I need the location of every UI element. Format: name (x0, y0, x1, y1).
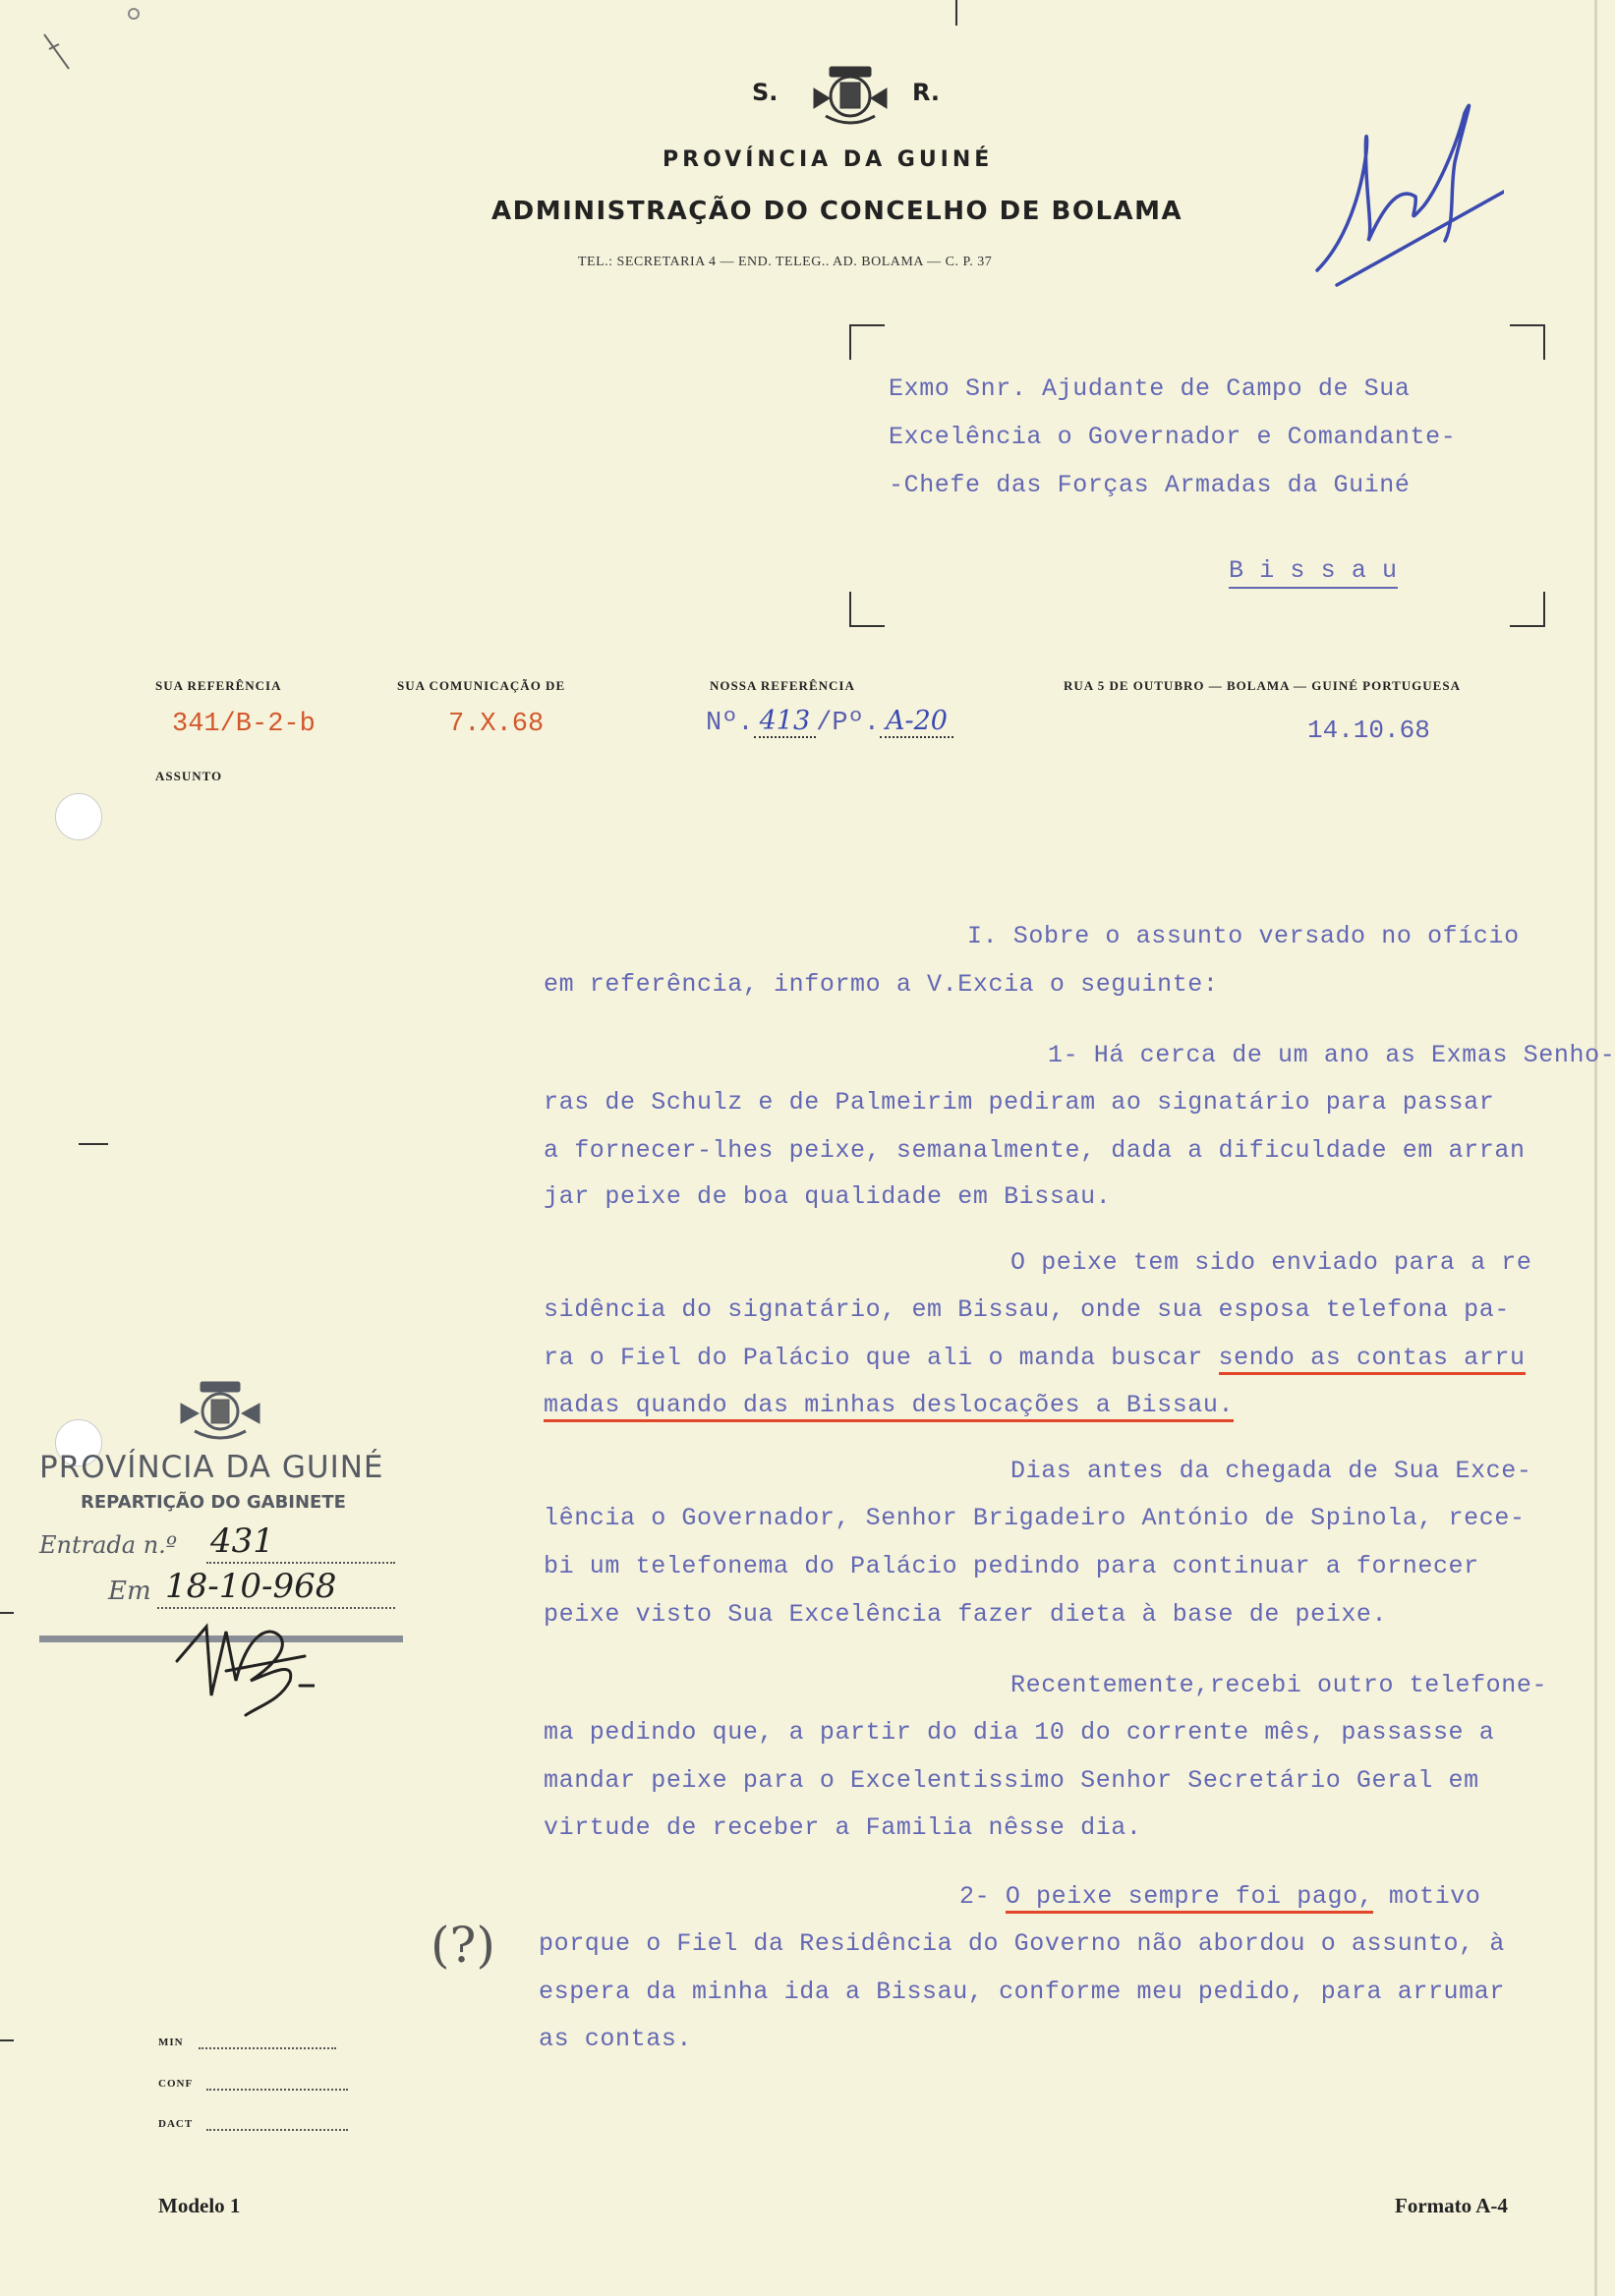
corner-scratch-mark (39, 29, 79, 79)
edge-mark-2 (0, 2039, 14, 2041)
bracket-tr-v (1543, 324, 1545, 360)
header-contacts: TEL.: SECRETARIA 4 — END. TELEG.. AD. BOLAMA — C. P. 37 (578, 255, 993, 269)
bracket-tl-v (849, 324, 851, 360)
footer-modelo: Modelo 1 (158, 2194, 241, 2217)
body-p3-line-1: O peixe tem sido enviado para a re (1010, 1248, 1532, 1277)
footer-formato: Formato A-4 (1395, 2194, 1508, 2217)
top-tick (955, 0, 957, 26)
stamp-entrada-line (206, 1561, 395, 1564)
stamp-em-value: 18-10-968 (165, 1567, 337, 1606)
body-p5-line-2: ma pedindo que, a partir do dia 10 do corrente mês, passasse a (544, 1718, 1495, 1747)
body-p6-line-4: as contas. (539, 2025, 693, 2053)
footer-conf-label: CONF (158, 2078, 194, 2090)
body-p1-line-2: em referência, informo a V.Excia o seguinte: (544, 970, 1219, 999)
bracket-tr-h (1510, 324, 1545, 326)
body-p2-line-3: a fornecer-lhes peixe, semanalmente, dada a dificuldade em arran (544, 1136, 1526, 1165)
body-p6-line-1b-underlined: O peixe sempre foi pago, (1006, 1882, 1373, 1914)
body-p6-line-1c: motivo (1373, 1882, 1481, 1911)
body-p4-line-1: Dias antes da chegada de Sua Exce- (1010, 1457, 1532, 1485)
body-p5-line-3: mandar peixe para o Excelentissimo Senhor Secretário Geral em (544, 1766, 1479, 1795)
nossa-n-prefix: Nº. (706, 709, 754, 738)
nossa-referencia-value (706, 706, 953, 738)
stamp-department: REPARTIÇÃO DO GABINETE (81, 1492, 346, 1513)
stamp-entrada-value: 431 (210, 1521, 274, 1561)
footer-dact-line (206, 2129, 348, 2131)
right-edge-shadow (1594, 0, 1597, 2296)
fold-mark (79, 1143, 108, 1145)
body-p3-line-3b-underlined: sendo as contas arru (1219, 1344, 1526, 1375)
body-p3-line-3a: ra o Fiel do Palácio que ali o manda buscar (544, 1344, 1219, 1372)
body-p2-line-4: jar peixe de boa qualidade em Bissau. (544, 1182, 1112, 1211)
bracket-br-h (1510, 625, 1545, 627)
body-p6-line-2: porque o Fiel da Residência do Governo não abordou o assunto, à (539, 1929, 1505, 1958)
body-p4-line-3: bi um telefonema do Palácio pedindo para continuar a fornecer (544, 1552, 1479, 1580)
addressee-city: B i s s a u (1229, 556, 1398, 589)
bracket-bl-v (849, 592, 851, 627)
margin-question-note: (?) (431, 1917, 495, 1974)
body-p6-line-1 (959, 1882, 1481, 1911)
addressee-line-3: -Chefe das Forças Armadas da Guiné (889, 471, 1411, 499)
footer-dact-label: DACT (158, 2118, 194, 2130)
stamp-em-label: Em (108, 1577, 151, 1606)
sua-referencia-value: 341/B-2-b (172, 710, 316, 739)
nossa-p-prefix: /Pº. (816, 709, 880, 738)
stamp-entrada-label: Entrada n.º (39, 1531, 178, 1559)
edge-mark-1 (0, 1612, 14, 1614)
header-province: PROVÍNCIA DA GUINÉ (663, 147, 994, 172)
addressee-line-2: Excelência o Governador e Comandante- (889, 423, 1457, 451)
address-label: RUA 5 DE OUTUBRO — BOLAMA — GUINÉ PORTUGUESA (1064, 678, 1461, 693)
bracket-tl-h (849, 324, 885, 326)
footer-conf-line (206, 2089, 348, 2091)
body-p4-line-4: peixe visto Sua Excelência fazer dieta à base de peixe. (544, 1600, 1388, 1629)
sua-comunicacao-value: 7.X.68 (448, 710, 545, 739)
sua-comunicacao-label: SUA COMUNICAÇÃO DE (397, 678, 566, 693)
coat-of-arms-icon (808, 59, 893, 130)
body-p3-line-3 (544, 1344, 1526, 1372)
body-p6-line-1a: 2- (959, 1882, 1006, 1911)
letter-date: 14.10.68 (1307, 716, 1430, 745)
body-p5-line-1: Recentemente,recebi outro telefone- (1010, 1671, 1548, 1699)
footer-min-line (199, 2047, 336, 2049)
body-p3-line-4-underlined: madas quando das minhas deslocações a Bissau. (544, 1391, 1234, 1422)
body-p2-line-2: ras de Schulz e de Palmeirim pediram ao signatário para passar (544, 1088, 1495, 1117)
header-administration: ADMINISTRAÇÃO DO CONCELHO DE BOLAMA (491, 197, 1183, 226)
body-p3-line-2: sidência do signatário, em Bissau, onde sua esposa telefona pa- (544, 1295, 1510, 1324)
assunto-label: ASSUNTO (155, 769, 223, 783)
pin-hole-mark (128, 8, 140, 20)
stamp-province: PROVÍNCIA DA GUINÉ (39, 1450, 384, 1485)
sr-right: R. (912, 79, 941, 106)
bracket-bl-h (849, 625, 885, 627)
sr-left: S. (752, 79, 779, 106)
body-p5-line-4: virtude de receber a Familia nêsse dia. (544, 1813, 1142, 1842)
body-p2-line-1: 1- Há cerca de um ano as Exmas Senho- (1048, 1041, 1615, 1069)
nossa-p-value: A-20 (880, 706, 953, 738)
body-p4-line-2: lência o Governador, Senhor Brigadeiro António de Spinola, rece- (544, 1504, 1526, 1532)
signature-top-right (1307, 93, 1504, 300)
stamp-initials-signature (167, 1602, 315, 1720)
punch-hole-top (55, 793, 102, 840)
footer-min-label: MIN (158, 2037, 184, 2048)
nossa-n-value: 413 (754, 706, 817, 738)
nossa-referencia-label: NOSSA REFERÊNCIA (710, 678, 855, 693)
stamp-coat-of-arms-icon (175, 1378, 265, 1449)
body-p3-line-4 (544, 1391, 1234, 1419)
sua-referencia-label: SUA REFERÊNCIA (155, 678, 282, 693)
body-p1-line-1: I. Sobre o assunto versado no ofício (967, 922, 1520, 950)
addressee-line-1: Exmo Snr. Ajudante de Campo de Sua (889, 374, 1411, 403)
bracket-br-v (1543, 592, 1545, 627)
body-p6-line-3: espera da minha ida a Bissau, conforme meu pedido, para arrumar (539, 1978, 1505, 2006)
